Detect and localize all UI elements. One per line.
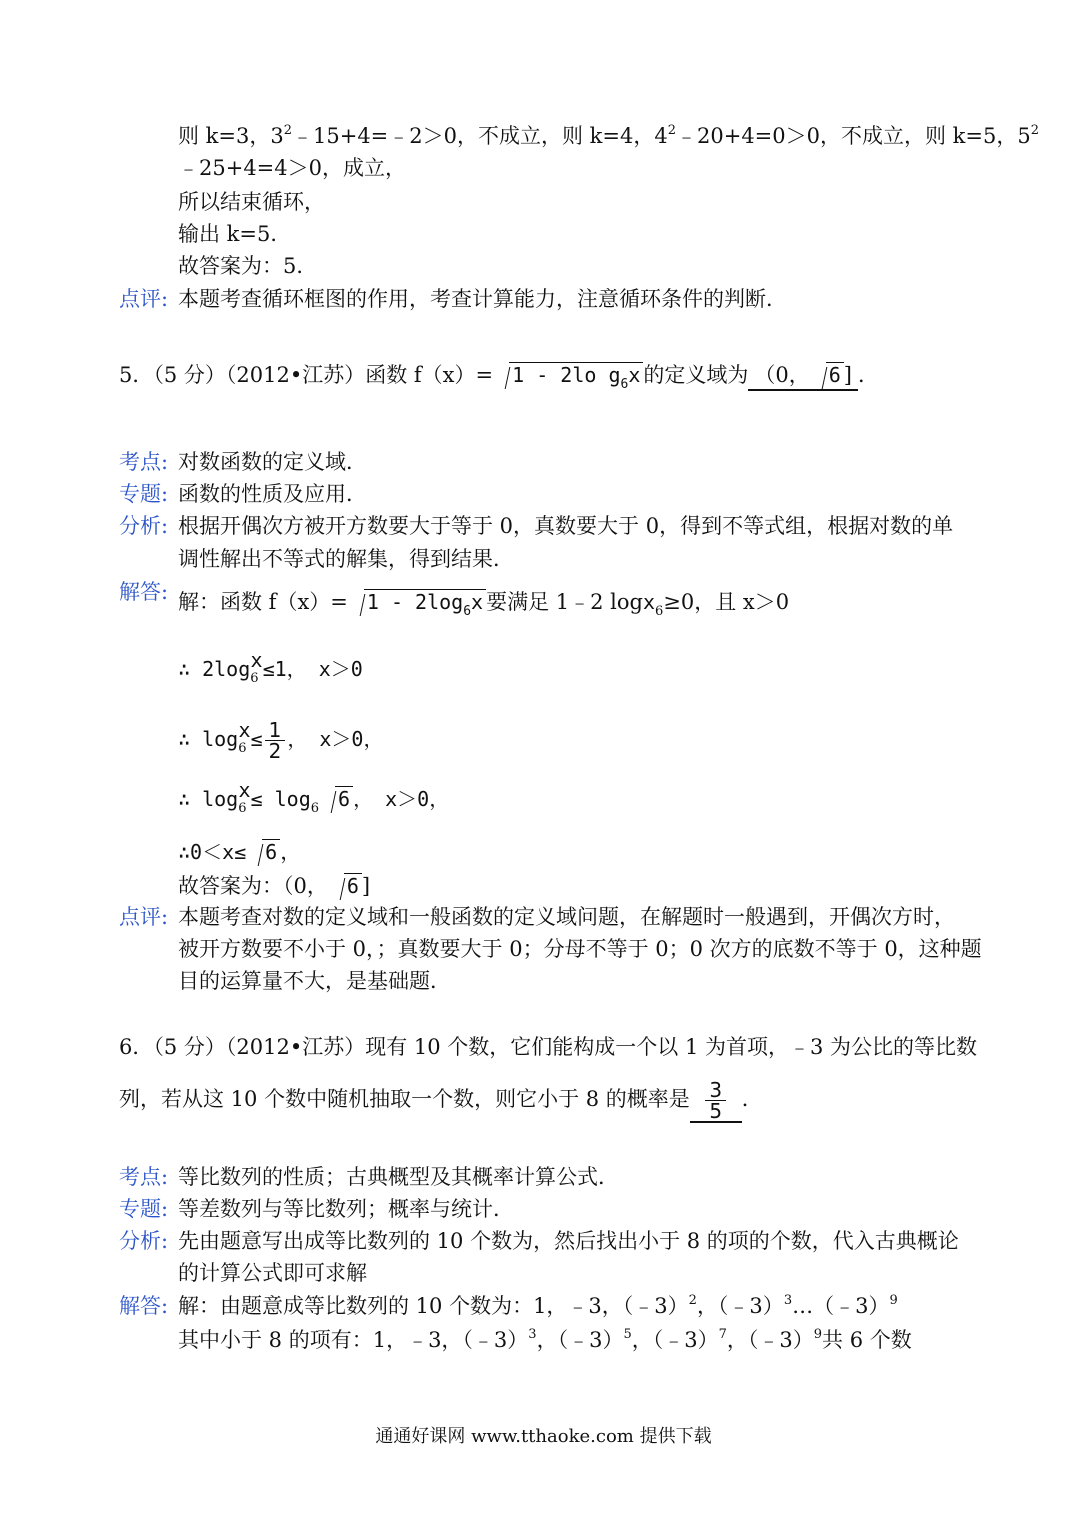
solution-line: ∴0＜x≤ 6 ，	[178, 840, 302, 864]
question-5-stem: 5．（5 分）（2012•江苏）函数 f（x）= 1 - 2lo $g_6x$ 的定义域为 （0， 6 ] ．	[119, 363, 879, 392]
fenxi-label: 分析:	[119, 1229, 169, 1253]
answer-blank: $\frac{3}{5}$	[690, 1080, 742, 1123]
fenxi-label: 分析:	[119, 514, 169, 538]
review-text: 本题考查循环框图的作用，考查计算能力，注意循环条件的判断．	[178, 287, 787, 311]
kaodian-text: 等比数列的性质；古典概型及其概率计算公式．	[178, 1165, 619, 1189]
zhuanti-text: 函数的性质及应用．	[178, 482, 367, 506]
solution-line: 解：函数 $f(x)= 1 - 2\log_6x$ 要满足 1﹣2 logx$_6$≥0，且 x＞0	[178, 590, 790, 619]
answer-blank: （0， 6 ]	[748, 361, 858, 391]
fenxi-text: 先由题意写出成等比数列的 10 个数为，然后找出小于 8 的项的个数，代入古典概论	[178, 1229, 959, 1253]
zhuanti-label: 专题:	[119, 482, 169, 506]
review-label: 点评:	[119, 287, 169, 311]
solution-line: ∴ $2\log_6^x\le 1$， x＞0	[178, 648, 363, 686]
jieda-label: 解答:	[119, 580, 169, 604]
solution-line: 其中小于 8 的项有：1，﹣3，（﹣3）$^3$，（﹣3）$^5$，（﹣3）$^7$，（﹣3）$^9$共 6 个数	[178, 1327, 912, 1352]
solution-line: ﹣25+4=4＞0，成立，	[178, 156, 406, 180]
solution-line: 输出 k=5．	[178, 222, 292, 246]
review-text: 被开方数要不小于 0，；真数要大于 0；分母不等于 0；0 次方的底数不等于 0，这种题	[178, 937, 982, 961]
review-text: 本题考查对数的定义域和一般函数的定义域问题，在解题时一般遇到，开偶次方时，	[178, 905, 955, 929]
page-footer: 通通好课网 www.tthaoke.com 提供下载	[375, 1426, 712, 1447]
zhuanti-text: 等差数列与等比数列；概率与统计．	[178, 1197, 514, 1221]
review-label: 点评:	[119, 905, 169, 929]
solution-line: ∴ $\log_6^x\le \log_6 6$ ， x＞0，	[178, 778, 450, 816]
solution-line: ∴ $\log_6^x\le$ $\frac{1}{2}$ ， x＞0，	[178, 718, 384, 763]
solution-line: 故答案为：（0， 6 ]	[178, 874, 371, 898]
kaodian-label: 考点:	[119, 450, 169, 474]
solution-line: 解：由题意成等比数列的 10 个数为：1，﹣3，（﹣3）$^2$，（﹣3）$^3$…（﹣3）$^9$	[178, 1293, 898, 1318]
solution-line: 故答案为：5．	[178, 254, 318, 278]
solution-line: 所以结束循环，	[178, 190, 325, 214]
fenxi-text: 的计算公式即可求解	[178, 1261, 367, 1285]
kaodian-label: 考点:	[119, 1165, 169, 1189]
fenxi-text: 调性解出不等式的解集，得到结果．	[178, 547, 514, 571]
fenxi-text: 根据开偶次方被开方数要大于等于 0，真数要大于 0，得到不等式组，根据对数的单	[178, 514, 954, 538]
review-text: 目的运算量不大，是基础题．	[178, 969, 451, 993]
zhuanti-label: 专题:	[119, 1197, 169, 1221]
solution-line: 则 k=3，$3^2﹣15+4=﹣2>0$，不成立，则 k=4，$4^2﹣20+4=0>0$，不成立，则 k=5，$5^2$	[178, 123, 1039, 148]
sqrt-expression: 1 - 2lo $g_6x$	[495, 361, 643, 389]
question-6-stem: 6．（5 分）（2012•江苏）现有 10 个数，它们能构成一个以 1 为首项，﹣3 为公比的等比数	[119, 1035, 978, 1059]
question-6-stem: 列，若从这 10 个数中随机抽取一个数，则它小于 8 的概率是 $\frac{3}{5}$ ．	[119, 1078, 763, 1123]
kaodian-text: 对数函数的定义域．	[178, 450, 367, 474]
jieda-label: 解答:	[119, 1294, 169, 1318]
